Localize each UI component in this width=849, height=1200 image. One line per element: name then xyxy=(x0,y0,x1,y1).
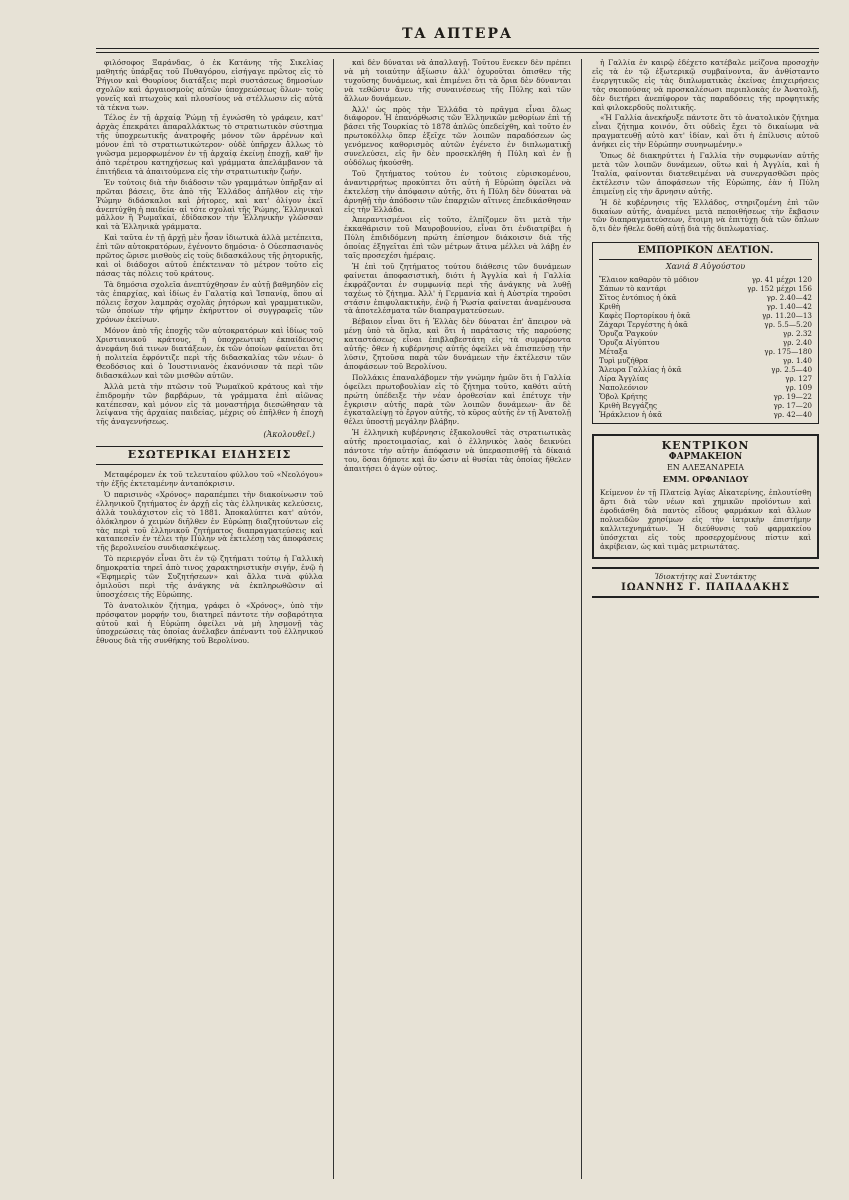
market-row xyxy=(599,302,812,311)
market-bulletin-title: ΕΜΠΟΡΙΚΟΝ ΔΕΛΤΙΟΝ. xyxy=(599,247,812,260)
market-item-price: γρ. 2.5—40 xyxy=(771,365,813,375)
ad-owner: ΕΜΜ. ΟΡΦΑΝΙΔΟΥ xyxy=(662,473,749,484)
market-item-name: Κριθὴ Βεγγάζης xyxy=(599,401,658,411)
column-3 xyxy=(592,59,819,1179)
paragraph: ἡ Γαλλία ἐν καιρῷ ἐδέχετο κατέβαλε μείζονα προσοχὴν εἰς τὰ ἐν τῷ ἐξωτερικῷ συμβαίνοντα, ἂν ἀνθίσταντο ἐνεργητικῶς εἰς τὰς διπλωματικὰς ἐκείνας ἐπιχειρήσεις τὰς σκοπούσας νὰ προσκαλέσωσι περιπλοκὰς ἐν Ἀνατολῇ, δὲν διετήρει ἀνεπίφορον τὰς παραδόσεις τῆς προφητικῆς καὶ φιλοκερδοῦς πολιτικῆς. xyxy=(592,59,819,112)
market-row xyxy=(599,374,812,383)
market-item-name: Ἔλαιον καθαρὸν τὸ μόδιον xyxy=(599,275,699,285)
publisher-role: Ἰδιοκτήτης καὶ Συντάκτης xyxy=(654,571,757,581)
market-row xyxy=(599,293,812,302)
paragraph: Ἀπεραντισμένοι εἰς τοῦτο, ἐλπίζομεν ὅτι μετὰ τὴν ἐκκαθάρισιν τοῦ Μαυροβουνίου, εἶναι ὅτι ἐνδιατρίβει ἡ Πύλη ἐπιδιδόμενη πρώτη ἐπίσημον διάκοισιν διὰ τῆς ὁποίας ἐξηγεῖται ἐπὶ τῶν μέτρων ἅτινα μέλλει νὰ λάβῃ ἐν ταῖς προσεχέσι ἡμέραις. xyxy=(344,215,572,261)
market-row xyxy=(599,347,812,356)
column-divider xyxy=(581,59,582,1179)
market-bulletin xyxy=(592,242,819,424)
section-title-domestic-news: ΕΣΩΤΕΡΙΚΑΙ ΕΙΔΗΣΕΙΣ xyxy=(96,446,323,465)
paragraph: Μεταφέρομεν ἐκ τοῦ τελευταίου φύλλου τοῦ «Νεολόγου» τὴν ἑξῆς ἐκτεταμένην ἀνταπόκρισιν. xyxy=(96,470,324,488)
market-row xyxy=(599,329,812,338)
publisher-name: ΙΩΑΝΝΗΣ Γ. ΠΑΠΑΔΑΚΗΣ xyxy=(621,581,790,593)
market-row xyxy=(599,356,812,365)
market-item-name: Ὄβολ Κρήτης xyxy=(599,392,648,402)
market-item-name: Ἡράκλειον ἡ ὀκᾶ xyxy=(599,410,663,420)
market-row xyxy=(599,275,812,284)
market-item-price: γρ. 2.40 xyxy=(782,338,813,348)
ad-location: ΕΝ ΑΛΕΞΑΝΔΡΕΙΑ xyxy=(666,462,745,472)
market-row xyxy=(599,383,812,392)
market-item-price: γρ. 42—40 xyxy=(773,410,813,420)
market-item-name: Μέταξα xyxy=(599,347,628,357)
domestic-news-text xyxy=(96,471,323,646)
column-3-text xyxy=(592,59,819,234)
paragraph: Τὸ ἀνατολικὸν ζήτημα, γράφει ὁ «Χρόνος», ὑπὸ τὴν πρόσφατον μορφήν του, διατηρεῖ πάντοτε τὴν σοβαρότητα αὐτοῦ καὶ ἡ Εὐρώπη ὀφείλει νὰ μὴ λησμονῇ τὰς ὑποχρεώσεις τὰς ὁποίας ἀνέλαβεν ἀπέναντι τοῦ ἑλληνικοῦ ἔθνους διὰ τῆς συνθήκης τοῦ Βερολίνου. xyxy=(96,600,324,646)
pharmacy-advertisement xyxy=(592,434,819,559)
market-item-name: Σάπων τὸ καντάρι xyxy=(599,284,667,294)
market-item-name: Ὄρυζα Αἰγύπτου xyxy=(599,338,660,348)
market-item-price: γρ. 19—22 xyxy=(773,392,813,402)
paragraph: καὶ δὲν δύναται νὰ ἀπαλλαγῇ. Τοῦτου ἕνεκεν δὲν πρέπει νὰ μὴ τοιαύτην ἀξίωσιν ἀλλ' ὀχυροῦται ὀπισθεν τῆς τυχοῦσης δυνάμεως, καὶ ἐπιμένει ὅτι τὰ ὅρια δὲν δύνανται νὰ τεθῶσιν ἄνευ τῆς συναινέσεως τῆς Πύλης καὶ τῶν ἄλλων δυνάμεων. xyxy=(344,59,572,103)
market-price-list xyxy=(599,275,812,419)
market-item-name: Σῖτος ἐντόπιος ἡ ὀκᾶ xyxy=(599,293,677,303)
market-row xyxy=(599,401,812,410)
market-item-price: γρ. 41 μέχρι 120 xyxy=(751,275,813,285)
market-row xyxy=(599,392,812,401)
market-item-name: Ζάχαρι Τεργέστης ἡ ὀκᾶ xyxy=(599,320,688,330)
paragraph: Μόνον ἀπὸ τῆς ἐποχῆς τῶν αὐτοκρατόρων καὶ ἰδίως τοῦ Χριστιανικοῦ κράτους, ἡ ὑποχρεωτικὴ ἐκπαίδευσις ἀνεφάνη διά τινων διατάξεων, ἐκ τῶν ὁποίων φαίνεται ὅτι ἡ πολιτεία ἐφρόντιζε περὶ τῆς διδασκαλίας τῶν νέων· ὁ Θεοδόσιος καὶ ὁ Ἰουστινιανὸς ἐκανόνισαν τὰ περὶ τῶν διδασκάλων καὶ τῶν μισθῶν αὐτῶν. xyxy=(96,326,324,380)
market-item-name: Ἄλευρα Γαλλίας ἡ ὀκᾶ xyxy=(599,365,682,375)
market-item-price: γρ. 1.40 xyxy=(782,356,813,366)
market-bulletin-date: Χανιά 8 Αὐγούστου xyxy=(665,262,746,272)
ad-subtitle: ΦΑΡΜΑΚΕΙΟΝ xyxy=(668,451,743,462)
column-1 xyxy=(96,59,323,1179)
paragraph: Ἡ ἐπὶ τοῦ ζητήματος τούτου διάθεσις τῶν δυνάμεων φαίνεται ἀποφασιστικὴ, διότι ἡ Ἀγγλία καὶ ἡ Γαλλία ἐκφράζονται ἐν συμφωνίᾳ περὶ τῆς ἀνάγκης νὰ λυθῇ ταχέως τὸ ζήτημα. Ἀλλ' ἡ Γερμανία καὶ ἡ Αὐστρία τηροῦσι στάσιν ἐπιφυλακτικὴν, ἐνῷ ἡ Ῥωσία φαίνεται ἀναμένουσα τὰ ἀποτελέσματα τῶν διαπραγματεύσεων. xyxy=(344,261,572,316)
market-item-price: γρ. 5.5—5.20 xyxy=(764,320,813,330)
publisher-box xyxy=(592,567,819,599)
paragraph: Ἡ δὲ κυβέρνησις τῆς Ἑλλάδος, στηριζομένη ἐπὶ τῶν δικαίων αὐτῆς, ἀναμένει μετὰ πεποιθήσεως τὴν ἔκβασιν τῶν διαπραγματεύσεων, ἕτοιμη νὰ ἐπιτύχῃ διὰ τῶν ὅπλων ὅ,τι δὲν ἤθελε δοθῆ αὐτῇ διὰ τῆς διπλωματίας. xyxy=(592,197,819,234)
paragraph: Τοῦ ζητήματος τούτου ἐν τούτοις εὑρισκομένου, ἀναντιρρήτως προκύπτει ὅτι αὐτὴ ἡ Εὐρώπη ὀφείλει νὰ ἐκτελέσῃ τὴν ἀπόφασιν αὐτῆς, ὅτι ἡ Πύλη δὲν δύναται νὰ ἀρνηθῇ τὴν ἀπόδοσιν τῶν ἐπαρχιῶν αἵτινες ἐπεδικάσθησαν εἰς τὴν Ἑλλάδα. xyxy=(344,168,572,214)
masthead-rule xyxy=(96,48,819,53)
paragraph: Ὁ παρισινὸς «Χρόνος» παραπέμπει τὴν διακοίνωσιν τοῦ ἑλληνικοῦ ζητήματος ἐν ἀρχῇ εἰς τὰς ἑλληνικὰς κελεύσεις, ἀλλὰ τουλάχιστον εἰς τὸ 1881. Ἀποκαλύπτει κατ' αὐτόν, ὁλόκληρον ὁ χειμὼν διῆλθεν ἐν Εὐρώπῃ διαζητούντων εἰς τὰς περὶ τοῦ ἑλληνικοῦ ζητήματος διαπραγματεύσεις καὶ καταπεσεῖν ἐν τέλει τὴν Πύλην νὰ ἐκτελέσῃ τὰς ἀποφάσεις τῆς βερολινείου συνδιασκέψεως. xyxy=(96,489,324,553)
market-row xyxy=(599,365,812,374)
paragraph: Ἀλλ' ὡς πρὸς τὴν Ἑλλάδα τὸ πρᾶγμα εἶναι ὅλως διάφορον. Ἡ ἐπανόρθωσις τῶν Ἑλληνικῶν μεθορίων ἐπὶ τῇ βάσει τῆς Τουρκίας τὸ 1878 ἁπλῶς ὑπεδείχθη, καὶ τοῦτο ἐν πρωτοκόλλῳ ὅπερ ἐξεῖχε τῶν λοιπῶν παραδόσεων ὡς γενόμενος καθορισμὸς αὐτῶν ἐγένετο ἐν διπλωματικῇ συνελεύσει, εἰς ἣν δὲν προσεκλήθη ἡ Πύλη καὶ ἐν ᾗ οὐδόλως ἠκούσθη. xyxy=(344,104,572,167)
market-item-price: γρ. 152 μέχρι 156 xyxy=(747,284,813,294)
market-item-name: Κριθὴ xyxy=(599,302,621,312)
market-item-price: γρ. 2.40—42 xyxy=(766,293,813,303)
paragraph: «Ἡ Γαλλία ἀνεκήρυξε πάντοτε ὅτι τὸ ἀνατολικὸν ζήτημα εἶναι ζήτημα κοινόν, ὅτι οὐδεὶς ἔχει τὸ δικαίωμα νὰ πραγματευθῇ αὐτὸ κατ' ἰδίαν, καὶ ὅτι ἡ ἐπίλυσις αὐτοῦ ἀνήκει εἰς τὴν Εὐρώπην συνηνωμένην.» xyxy=(592,113,819,150)
paragraph: Τὰ δημόσια σχολεῖα ἀνεπτύχθησαν ἐν αὐτῇ βαθμηδὸν εἰς τὰς ἐπαρχίας, καὶ ἰδίως ἐν Γαλατίᾳ καὶ Ἱσπανίᾳ, ὅπου αἱ πόλεις ἔσχον λαμπρὰς σχολὰς ῥητόρων καὶ γραμματικῶν, τῶν ὁποίων τὴν φήμην ἐκήρυττον οἱ συγγραφεῖς τῶν χρόνων ἐκείνων. xyxy=(96,279,324,325)
ad-body: Κείμενον ἐν τῇ Πλατείᾳ Ἁγίας Αἰκατερίνης, ἐπλουτίσθη ἄρτι διὰ τῶν νέων καὶ χημικῶν προϊόντων καὶ ἐφοδιάσθη διὰ παντὸς εἴδους φαρμάκων καὶ ἄλλων πολυειδῶν χρησίμων εἰς τὴν ἰατρικὴν ἐπιστήμην καλλιτεχνημάτων. Ἡ διεύθυνσις τοῦ φαρμακείου ὑπόσχεται εἰς τοὺς προσερχομένους πίστιν καὶ ἀκρίβειαν, ὡς καὶ τιμὰς μετριωτάτας. xyxy=(600,487,812,551)
paragraph: φιλόσοφος Ξαράνδας, ὁ ἐκ Κατάνης τῆς Σικελίας μαθητής ὑπάρξας τοῦ Πυθαγόρου, εἰσήγαγε πρῶτος εἰς τὸ Ῥήγιον καὶ Θουρίους διατάξεις περὶ συστάσεως δημοσίων σχολῶν καὶ ἀργαιοσμοὺς αὐτῶν ὑποχρεώσεως ὅλων· τοὺς γονεῖς καὶ πτωχοὺς καὶ πλουσίους νὰ στέλλωσιν εἰς αὐτὰ τὰ τέκνα των. xyxy=(96,59,324,112)
column-2-text xyxy=(344,59,571,474)
paragraph: Βέβαιον εἶναι ὅτι ἡ Ἑλλὰς δὲν δύναται ἐπ' ἄπειρον νὰ μένῃ ὑπὸ τὰ ὅπλα, καὶ ὅτι ἡ παράτασις τῆς παρούσης καταστάσεως εἶναι ἐπιβλαβεστάτη εἰς τὰ συμφέροντα αὐτῆς· ὅθεν ἡ κυβέρνησις αὐτῆς ὀφείλει νὰ ἐπισπεύσῃ τὴν λύσιν, ζητοῦσα παρὰ τῶν δυνάμεων τὴν ἐκτέλεσιν τῶν ἀποφάσεων τοῦ Βερολίνου. xyxy=(344,317,572,371)
market-row xyxy=(599,311,812,320)
column-1-text xyxy=(96,59,323,427)
paragraph: Ἡ ἑλληνικὴ κυβέρνησις ἐξακολουθεῖ τὰς στρατιωτικὰς αὐτῆς προετοιμασίας, καὶ ὁ ἑλληνικὸς λαὸς δεικνύει πάντοτε τὴν αὐτὴν ἀπόφασιν νὰ ὑπερασπισθῇ τὰ δίκαιά του, ὅσαι δήποτε καὶ ἂν ὦσιν αἱ θυσίαι τὰς ὁποίας ἤθελεν ἀπαιτήσει ὁ ἀγὼν οὗτος. xyxy=(344,428,572,473)
market-item-price: γρ. 11.20—13 xyxy=(762,311,813,321)
paragraph: Ἀλλὰ μετὰ τὴν πτῶσιν τοῦ Ῥωμαϊκοῦ κράτους καὶ τὴν ἐπιδρομὴν τῶν βαρβάρων, τὰ γράμματα ἐπὶ αἰῶνας κατέπεσαν, καὶ μόνον εἰς τὰ μοναστήρια διεσώθησαν τὰ λείψανα τῆς ἀρχαίας παιδείας, μέχρις οὗ ἐπῆλθεν ἡ ἐποχὴ τῆς ἀναγεννήσεως. xyxy=(96,381,324,427)
paragraph: Καὶ ταῦτα ἐν τῇ ἀρχῇ μὲν ἦσαν ἰδιωτικὰ ἀλλὰ μετέπειτα, ἐπὶ τῶν αὐτοκρατόρων, ἐγένοντο δημόσια· ὁ Οὐεσπασιανὸς πρῶτος ὥρισε μισθοὺς εἰς τοὺς διδασκάλους τῆς ῥητορικῆς, καὶ οἱ διάδοχοι αὐτοῦ ἐπέκτειναν τὸ μέτρον τοῦτο εἰς πάσας τὰς πόλεις τοῦ κράτους. xyxy=(96,233,324,278)
market-item-price: γρ. 1.40—42 xyxy=(766,302,813,312)
column-divider xyxy=(333,59,334,1179)
column-2 xyxy=(344,59,571,1179)
market-item-name: Καφὲς Πορτορίκου ἡ ὀκᾶ xyxy=(599,311,691,321)
market-item-price: γρ. 127 xyxy=(785,374,813,384)
paragraph: Τέλος ἐν τῇ ἀρχαίᾳ Ῥώμῃ τῇ ἐγνώσθη τὸ γράφειν, κατ' ἀρχὰς ἐπεκράτει ἀπαραλλάκτως τὸ στρατιωτικὸν σύστημα τῆς ὑποχρεωτικῆς ἀνατροφῆς μόνον τῶν ἀρρένων καὶ μόνον ἐπὶ τὸ στρατιωτικώτερον· οὐδὲ ὑπῆρχεν ἄλλως τὸ γνῶσμα μεμορφωμένον ἐν τῇ ἀρχαίᾳ ἐκείνῃ ἐποχῇ, καθ' ἣν ἀπὸ τερέτρου κατηχήσεως καὶ γράμματα ἀπελάμβανον τὰ ἐπιτήδεια τὰ ἀπαιτούμενα εἰς τὴν στρατιωτικὴν ζωήν. xyxy=(96,113,324,176)
to-be-continued: (Ἀκολουθεῖ.) xyxy=(263,430,316,440)
paragraph: Τὸ περιεργόν εἶναι ὅτι ἐν τῷ ζητήματι τούτῳ ἡ Γαλλικὴ δημοκρατία τηρεῖ ἀπὸ τινος χαρακτηριστικὴν σιγήν, ἐνῷ ἡ «Ἐφημερὶς τῶν Συζητήσεων» καὶ ἄλλα τινὰ φύλλα ὁμιλοῦσι περὶ τῆς ἀνάγκης νὰ ἐκπληρωθῶσιν αἱ ὑποσχέσεις τῆς Εὐρώπης. xyxy=(96,554,324,599)
market-row xyxy=(599,284,812,293)
market-item-price: γρ. 2.32 xyxy=(782,329,813,339)
paragraph: Ἐν τούτοις διὰ τὴν διάδοσιν τῶν γραμμάτων ὑπῆρξαν αἱ πρῶται βάσεις, ὅτε ἀπὸ τῆς Ἑλλάδος ἀπῆλθον εἰς τὴν Ῥώμην διδάσκαλοι καὶ ῥήτορες, καὶ κατ' ὀλίγον ἐκεῖ ἀνεπτύχθη ἡ παιδεία· αἱ τότε σχολαὶ τῆς Ῥώμης, Ἑλληνικαὶ μᾶλλον ἢ Ῥωμαϊκαί, ἐδίδασκον τὴν Ἑλληνικὴν γλῶσσαν καὶ τὰ Ἑλληνικὰ γράμματα. xyxy=(96,177,324,232)
market-item-price: γρ. 175—180 xyxy=(764,347,813,357)
market-item-name: Ὄρυζα Ῥαγκούν xyxy=(599,329,658,339)
market-item-name: Τυρὶ μυζήθρα xyxy=(599,356,649,366)
paragraph: Πολλάκις ἐπαναλάβομεν τὴν γνώμην ἡμῶν ὅτι ἡ Γαλλία ὀφείλει πρωτοβουλίαν εἰς τὸ ζήτημα τοῦτο, καθότι αὐτὴ πρώτη ὑπέδειξε τὴν νέαν ὁροθεσίαν καὶ ἐπέτυχε τὴν ἔγκρισιν αὐτῆς παρὰ τῶν λοιπῶν δυνάμεων· ἂν δὲ ἐγκαταλείψῃ τὸ ἔργον αὐτῆς, τὸ κῦρος αὐτῆς ἐν τῇ Ἀνατολῇ θέλει ὑποστῇ μεγάλην βλάβην. xyxy=(344,372,572,427)
market-row xyxy=(599,338,812,347)
columns xyxy=(96,59,819,1179)
market-item-price: γρ. 17—20 xyxy=(773,401,813,411)
paragraph: Ὅπως δὲ διακηρύττει ἡ Γαλλία τὴν συμφωνίαν αὐτῆς μετὰ τῶν λοιπῶν δυνάμεων, οὕτω καὶ ἡ Ἀγγλία, καὶ ἡ Ἰταλία, φαίνονται διατεθειμέναι νὰ συνεργασθῶσι πρὸς ἐκτέλεσιν τῶν ἀποφάσεων τῆς Εὐρώπης, ἐὰν ἡ Πύλη ἐπιμείνῃ εἰς τὴν ἄρνησιν αὐτῆς. xyxy=(592,151,819,196)
market-row xyxy=(599,410,812,419)
market-item-name: Λίρα Ἀγγλίας xyxy=(599,374,649,384)
market-item-name: Ναπολεόνιον xyxy=(599,383,648,393)
market-item-price: γρ. 109 xyxy=(785,383,813,393)
masthead: ΤΑ ΑΠΤΕΡΑ xyxy=(402,26,513,42)
market-row xyxy=(599,320,812,329)
ad-title: ΚΕΝΤΡΙΚΟΝ xyxy=(661,439,750,453)
